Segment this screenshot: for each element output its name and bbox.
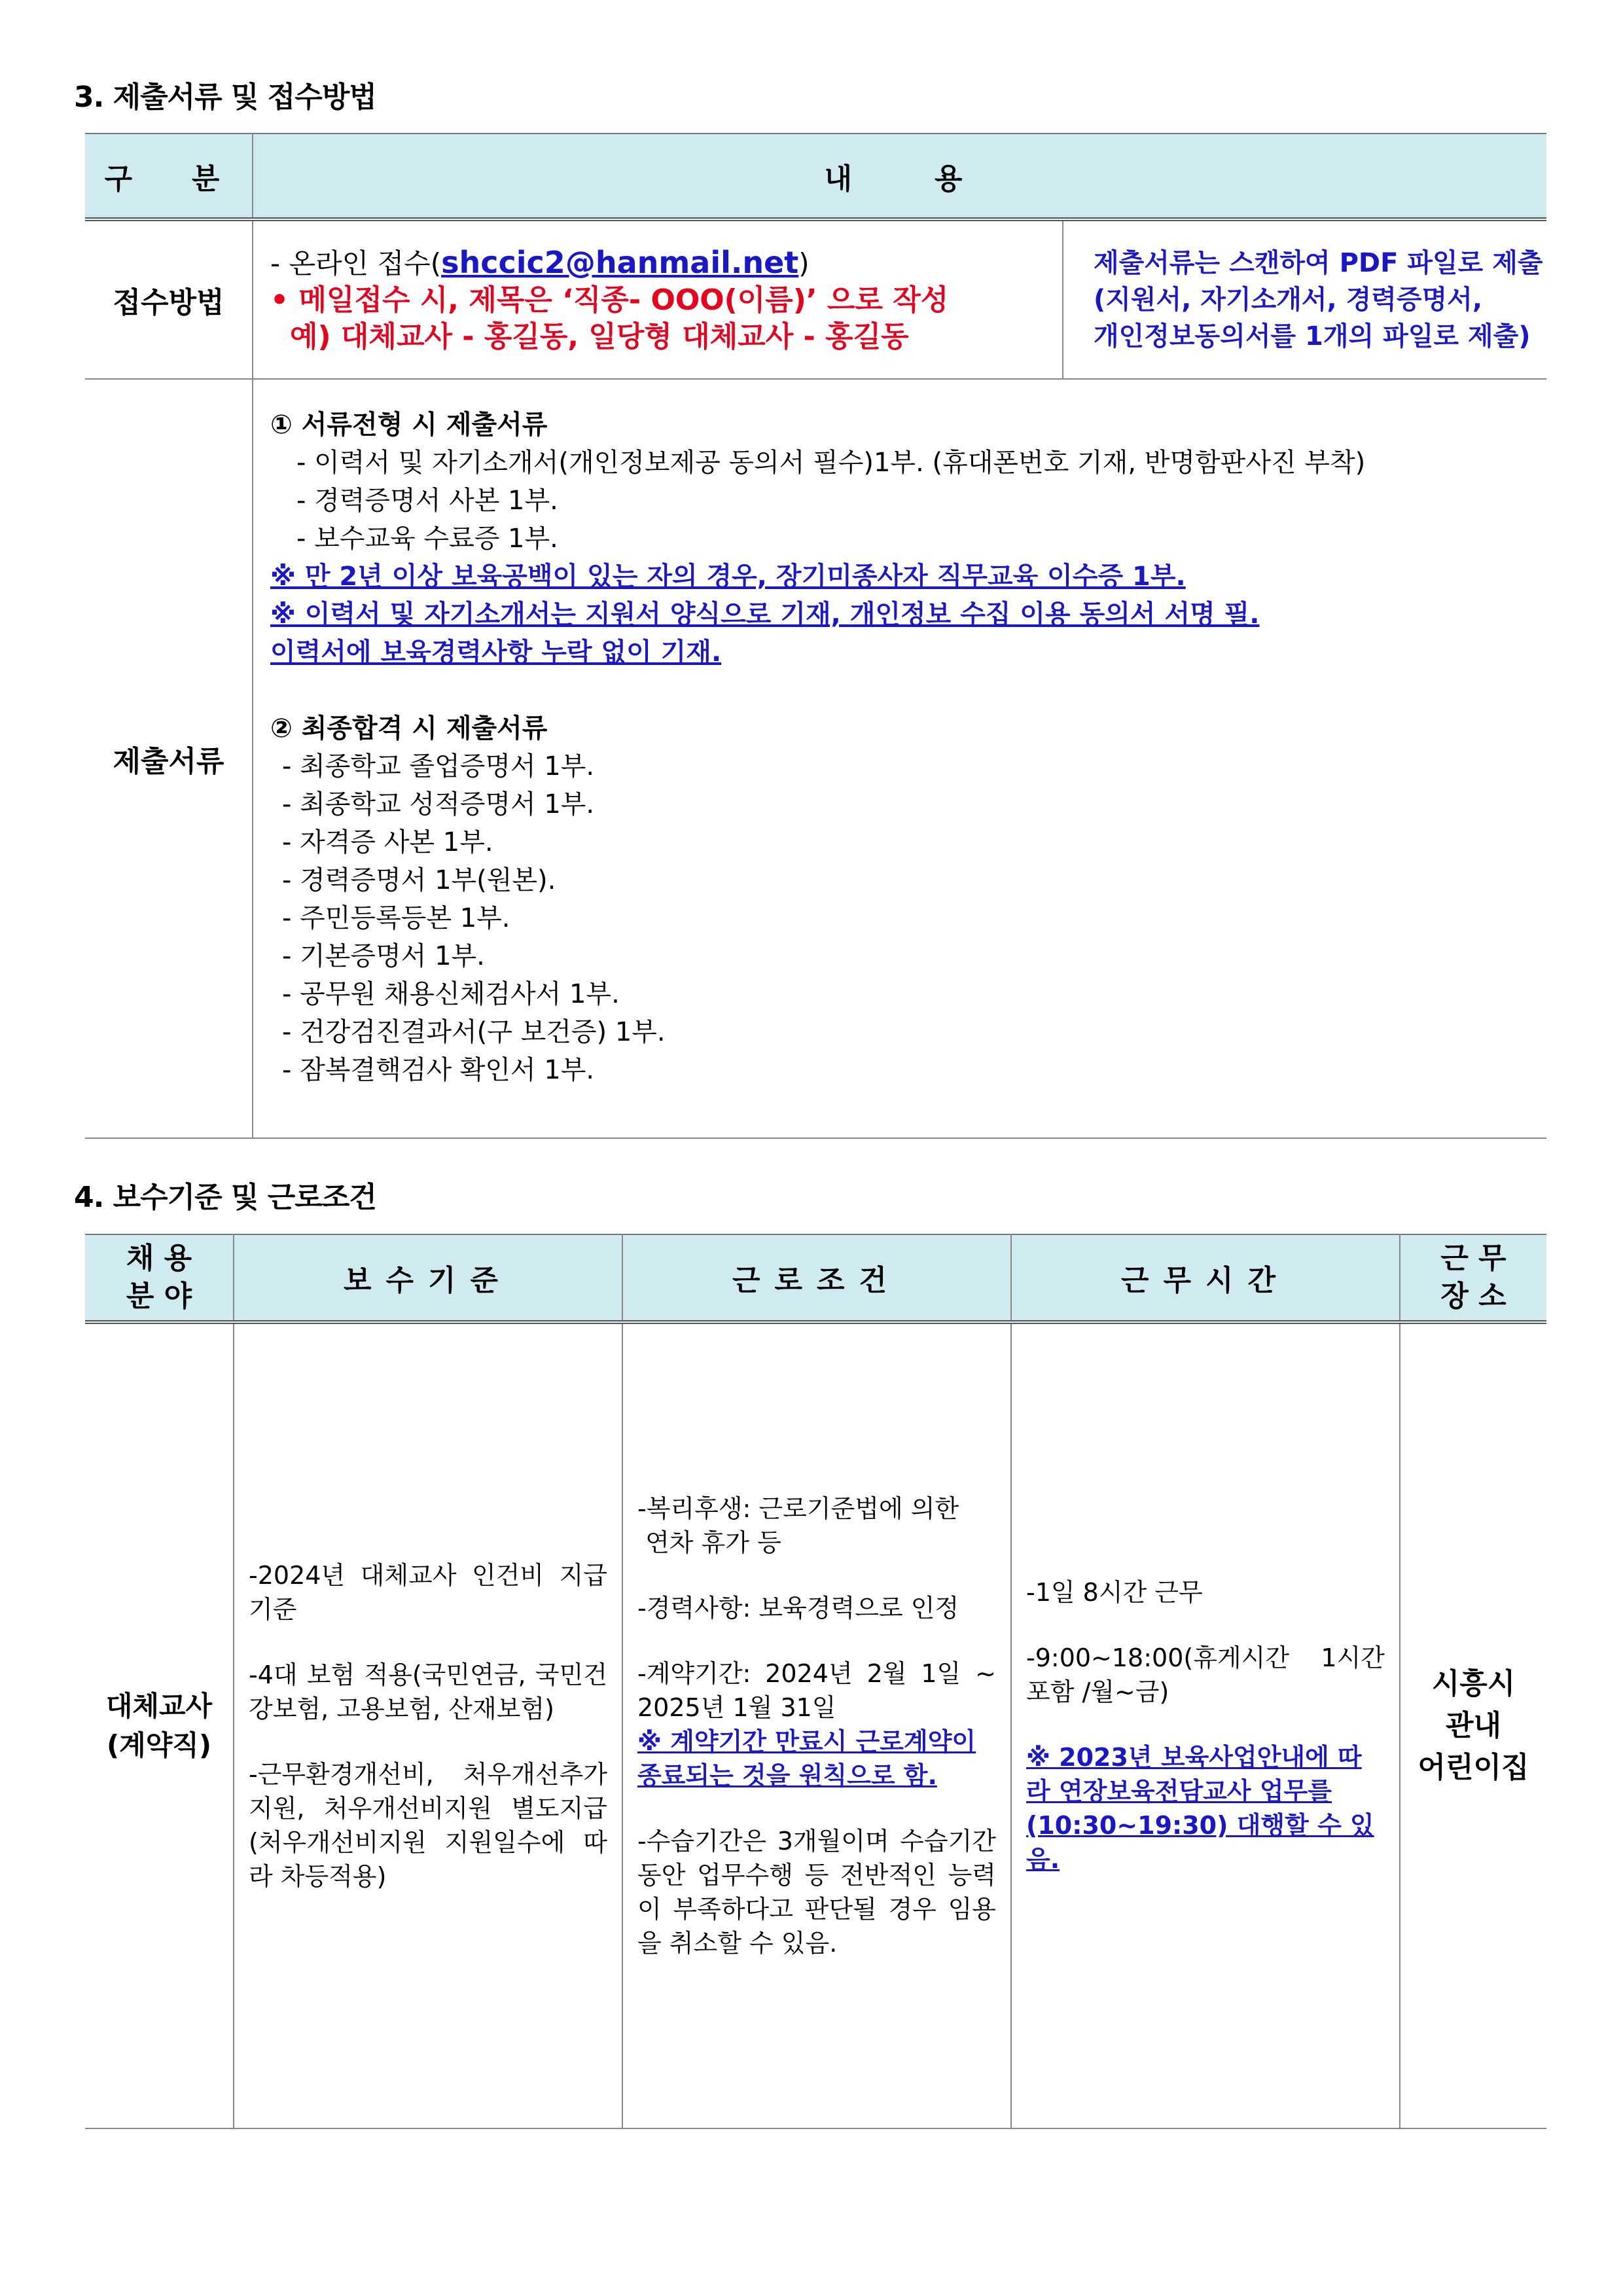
header-pay: 보수기준 [234,1234,622,1322]
conditions-table-header [85,1234,1546,1322]
header-category: 구 분 [85,134,253,219]
first-item: - 경력증명서 사본 1부. [296,486,558,516]
pay-item: -4대 보험 적용(국민연금, 국민건강보험, 고용보험, 산재보험) [249,1660,607,1723]
method-row [85,219,1546,379]
email-link[interactable]: shccic2@hanmail.net [441,245,799,280]
section3-title: 3. 제출서류 및 접수방법 [74,81,376,114]
hours-cell [1011,1322,1400,2128]
cond-item: -복리후생: 근로기준법에 의한 [637,1494,959,1523]
section4-title: 4. 보수기준 및 근로조건 [74,1181,376,1214]
header-conditions: 근로조건 [622,1234,1011,1322]
docs-details [253,379,1546,1138]
note-resume-form: ※ 이력서 및 자기소개서는 지원서 양식으로 기재, 개인정보 수집 이용 동의서 서명 필. [270,600,1260,630]
conditions-row [85,1322,1546,2128]
conditions-cell [622,1322,1011,2128]
contract-note: ※ 계약기간 만료시 근로계약이 종료되는 것을 원칙으로 함. [637,1727,976,1790]
second-item: - 기본증명서 1부. [282,941,485,971]
submission-table-header [85,134,1546,219]
hours-item: -1일 8시간 근무 [1026,1578,1203,1607]
mail-example: 예) 대체교사 - 홍길동, 일당형 대체교사 - 홍길동 [290,320,909,353]
method-details [253,219,1063,379]
mail-subject-line [270,282,1062,319]
online-line [270,244,1062,282]
second-item: - 최종학교 졸업증명서 1부. [282,751,595,781]
submission-table [85,133,1546,1139]
second-item: - 경력증명서 1부(원본). [282,865,556,895]
note-line-1: 제출서류는 스캔하여 PDF 파일로 제출 [1094,248,1543,278]
submission-note [1063,219,1546,379]
place-cell: 시흥시 관내 어린이집 [1400,1322,1546,2128]
first-heading: ① 서류전형 시 제출서류 [270,410,548,440]
hours-item: -9:00~18:00(휴게시간 1시간 포함 /월~금) [1026,1643,1385,1706]
conditions-table [85,1234,1546,2129]
note-line-3: 개인정보동의서를 1개의 파일로 제출) [1094,321,1531,351]
hours-note: ※ 2023년 보육사업안내에 따라 연장보육전담교사 업무를 (10:30~19:30) 대행할 수 있음. [1026,1743,1374,1874]
bullet-icon: • [270,283,289,317]
cond-item-cont: 연차 휴가 등 [637,1528,781,1557]
cond-item: -경력사항: 보육경력으로 인정 [637,1594,959,1623]
docs-label: 제출서류 [85,379,253,1138]
header-field: 채 용 분 야 [85,1234,234,1322]
docs-row [85,379,1546,1138]
cond-item: -수습기간은 3개월이며 수습기간 동안 업무수행 등 전반적인 능력이 부족하다고 판단될 경우 임용을 취소할 수 있음. [637,1827,996,1958]
second-heading: ② 최종합격 시 제출서류 [270,713,548,744]
second-item: - 주민등록등본 1부. [282,903,510,933]
mail-subject-rule: 메일접수 시, 제목은 ‘직종- OOO(이름)’ 으로 작성 [298,283,949,317]
note-line-2: (지원서, 자기소개서, 경력증명서, [1094,285,1483,315]
second-item: - 건강검진결과서(구 보건증) 1부. [282,1017,666,1047]
second-item: - 잠복결핵검사 확인서 1부. [282,1055,595,1085]
note-resume-career: 이력서에 보육경력사항 누락 없이 기재. [270,637,722,668]
pay-item: -2024년 대체교사 인건비 지급기준 [249,1561,607,1624]
online-prefix: - 온라인 접수( [270,247,442,279]
pay-cell [234,1322,622,2128]
cond-item: -계약기간: 2024년 2월 1일 ~ 2025년 1월 31일 [637,1659,996,1722]
first-item: - 이력서 및 자기소개서(개인정보제공 동의서 필수)1부. (휴대폰번호 기재, 반명함판사진 부착) [296,448,1366,478]
first-item: - 보수교육 수료증 1부. [296,524,558,554]
second-item: - 최종학교 성적증명서 1부. [282,789,595,819]
field-cell: 대체교사 (계약직) [85,1322,234,2128]
pay-item: -근무환경개선비, 처우개선추가지원, 처우개선비지원 별도지급(처우개선비지원 지원일수에 따라 차등적용) [249,1760,607,1891]
method-label: 접수방법 [85,219,253,379]
second-item: - 자격증 사본 1부. [282,827,493,857]
header-hours: 근무시간 [1011,1234,1400,1322]
header-place: 근 무 장 소 [1400,1234,1546,1322]
header-content: 내 용 [253,134,1546,219]
second-item: - 공무원 채용신체검사서 1부. [282,979,620,1009]
online-suffix: ) [798,247,810,279]
note-long-term: ※ 만 2년 이상 보육공백이 있는 자의 경우, 장기미종사자 직무교육 이수증 1부. [270,562,1186,592]
